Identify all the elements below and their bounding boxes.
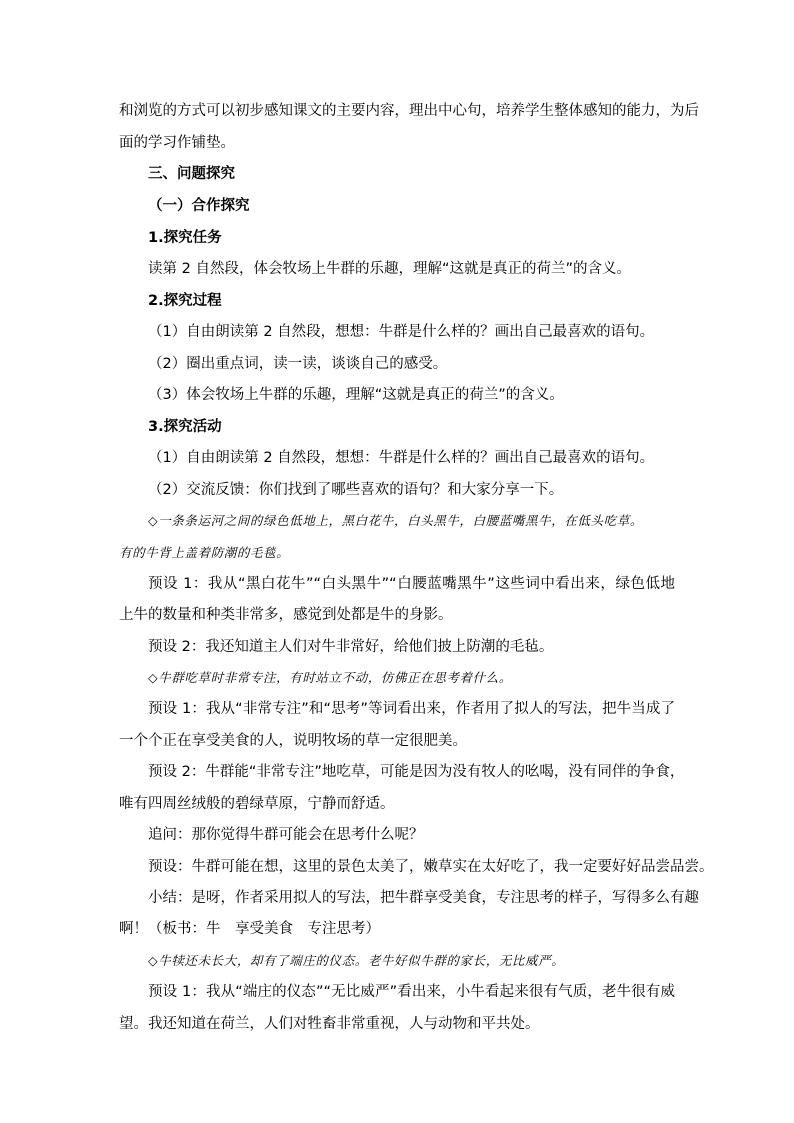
paragraph-line: 预设 2：我还知道主人们对牛非常好，给他们披上防潮的毛毡。 [148, 639, 554, 655]
quote-line: 有的牛背上盖着防潮的毛毯。 [119, 545, 290, 560]
paragraph-line: 啊！（板书：牛 享受美食 专注思考） [119, 921, 380, 937]
paragraph-line: （1）自由朗读第 2 自然段，想想：牛群是什么样的？画出自己最喜欢的语句。 [148, 324, 655, 340]
paragraph-line: 小结：是呀，作者采用拟人的写法，把牛群享受美食，专注思考的样子，写得多么有趣 [148, 890, 699, 906]
quote-line: ◇一条条运河之间的绿色低地上，黑白花牛，白头黑牛，白腰蓝嘴黑牛，在低头吃草。 [148, 513, 643, 528]
paragraph-line: 预设 1：我从“端庄的仪态”“无比威严”看出来，小牛看起来很有气质，老牛很有威 [148, 984, 675, 1000]
paragraph-line: 上牛的数量和种类非常多，感觉到处都是牛的身影。 [119, 607, 453, 623]
paragraph-line: （1）自由朗读第 2 自然段，想想：牛群是什么样的？画出自己最喜欢的语句。 [148, 450, 655, 466]
paragraph-line: （3）体会牧场上牛群的乐趣，理解“这就是真正的荷兰”的含义。 [148, 387, 564, 403]
item-heading: 1.探究任务 [148, 230, 222, 246]
paragraph-line: （2）圈出重点词，读一读，谈谈自己的感受。 [148, 356, 448, 372]
item-heading: 2.探究过程 [148, 293, 222, 309]
section-heading: 三、问题探究 [148, 166, 235, 182]
paragraph-line: 唯有四周丝绒般的碧绿草原，宁静而舒适。 [119, 796, 395, 812]
paragraph-line: 读第 2 自然段，体会牧场上牛群的乐趣，理解“这就是真正的荷兰”的含义。 [148, 261, 631, 277]
subsection-heading: （一）合作探究 [148, 198, 250, 214]
paragraph-line: 望。我还知道在荷兰，人们对牲畜非常重视，人与动物和平共处。 [119, 1016, 540, 1032]
quote-line: ◇牛群吃草时非常专注，有时站立不动，仿佛正在思考着什么。 [148, 670, 512, 685]
paragraph-line: 面的学习作铺垫。 [119, 135, 235, 151]
paragraph-line: 预设 1：我从“黑白花牛”“白头黑牛”“白腰蓝嘴黑牛”这些词中看出来，绿色低地 [148, 576, 675, 592]
paragraph-line: （2）交流反馈：你们找到了哪些喜欢的语句？和大家分享一下。 [148, 482, 564, 498]
paragraph-line: 预设 2：牛群能“非常专注”地吃草，可能是因为没有牧人的吆喝，没有同伴的争食， [148, 764, 685, 780]
paragraph-line: 追问：那你觉得牛群可能会在思考什么呢？ [148, 827, 424, 843]
paragraph-line: 一个个正在享受美食的人，说明牧场的草一定很肥美。 [119, 733, 467, 749]
paragraph-line: 和浏览的方式可以初步感知课文的主要内容，理出中心句，培养学生整体感知的能力，为后 [119, 103, 699, 119]
quote-line: ◇牛犊还未长大，却有了端庄的仪态。老牛好似牛群的家长，无比威严。 [148, 953, 565, 968]
item-heading: 3.探究活动 [148, 419, 222, 435]
paragraph-line: 预设：牛群可能在想，这里的景色太美了，嫩草实在太好吃了，我一定要好好品尝品尝。 [148, 859, 714, 875]
paragraph-line: 预设 1：我从“非常专注”和“思考”等词看出来，作者用了拟人的写法，把牛当成了 [148, 701, 675, 717]
